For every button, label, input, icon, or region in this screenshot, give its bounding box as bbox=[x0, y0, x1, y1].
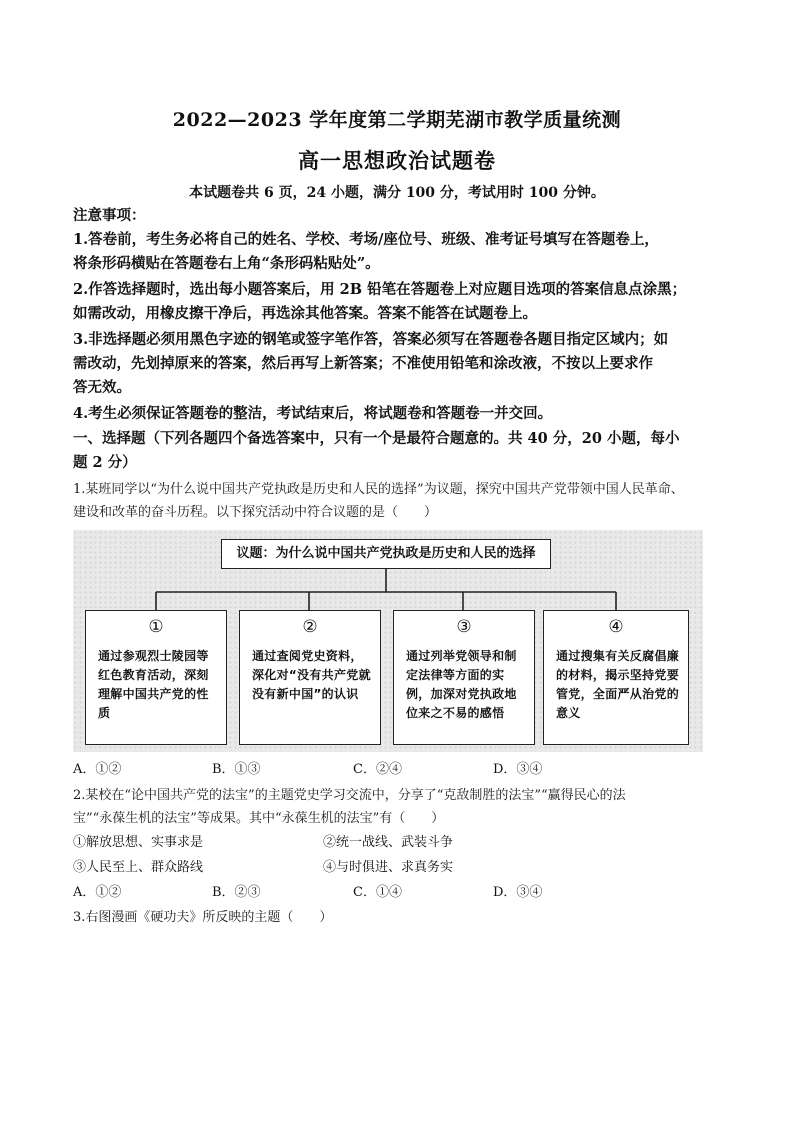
q2-option-b: B．②③ bbox=[212, 885, 261, 900]
diagram-card-1 bbox=[85, 610, 227, 745]
q1-option-b: B．①③ bbox=[212, 762, 261, 777]
question-2-stem: 2.某校在“论中国共产党的法宝”的主题党史学习交流中，分享了“克敌制胜的法宝”“赢得民心的法 bbox=[73, 788, 626, 803]
notes-heading: 注意事项： bbox=[73, 207, 146, 224]
card-number: ① bbox=[148, 617, 164, 637]
q2-option-c: C．①④ bbox=[353, 885, 402, 900]
diagram-topic: 议题：为什么说中国共产党执政是历史和人民的选择 bbox=[221, 539, 551, 569]
diagram-card-3 bbox=[393, 610, 535, 745]
card-number: ③ bbox=[456, 617, 472, 637]
exam-subtitle: 高一思想政治试题卷 bbox=[298, 148, 496, 173]
q2-item-3: ③人民至上、群众路线 bbox=[73, 860, 204, 875]
question-1-stem: 1.某班同学以“为什么说中国共产党执政是历史和人民的选择”为议题，探究中国共产党带领中国人民革命、 bbox=[73, 482, 684, 497]
section-heading: 一、选择题（下列各题四个备选答案中，只有一个是最符合题意的。共 40 分，20 小题，每小 bbox=[73, 430, 680, 447]
diagram-card-2 bbox=[239, 610, 381, 745]
exam-title: 2022—2023 学年度第二学期芜湖市教学质量统测 bbox=[172, 109, 622, 131]
note-line: 1.答卷前，考生务必将自己的姓名、学校、考场/座位号、班级、准考证号填写在答题卷上， bbox=[73, 231, 659, 248]
card-text: 通过搜集有关反腐倡廉的材料，揭示坚持党要管党，全面严从治党的意义 bbox=[556, 649, 680, 720]
section-heading-cont: 题 2 分） bbox=[73, 454, 137, 471]
note-line: 3.非选择题必须用黑色字迹的钢笔或签字笔作答，答案必须写在答题卷各题目指定区域内；如 bbox=[73, 331, 669, 348]
exam-info: 本试题卷共 6 页，24 小题，满分 100 分，考试用时 100 分钟。 bbox=[189, 185, 605, 201]
q1-option-d: D．③④ bbox=[493, 762, 543, 777]
card-text: 通过列举党领导和制定法律等方面的实例，加深对党执政地位来之不易的感悟 bbox=[406, 649, 517, 720]
q2-item-4: ④与时俱进、求真务实 bbox=[323, 860, 454, 875]
card-number: ② bbox=[302, 617, 318, 637]
note-line: 如需改动，用橡皮擦干净后，再选涂其他答案。答案不能答在试题卷上。 bbox=[73, 305, 537, 322]
q1-option-a: A．①② bbox=[73, 762, 122, 777]
q2-item-1: ①解放思想、实事求是 bbox=[73, 835, 204, 850]
note-line: 答无效。 bbox=[73, 379, 131, 396]
note-line: 将条形码横贴在答题卷右上角“条形码粘贴处”。 bbox=[73, 255, 380, 272]
question-1-stem-cont: 建设和改革的奋斗历程。以下探究活动中符合议题的是（ ） bbox=[73, 505, 438, 520]
question-1-diagram bbox=[73, 530, 703, 752]
note-line: 4.考生必须保证答题卷的整洁，考试结束后，将试题卷和答题卷一并交回。 bbox=[73, 405, 553, 422]
card-number: ④ bbox=[608, 617, 624, 637]
diagram-card-4 bbox=[543, 610, 689, 745]
card-text: 通过查阅党史资料，深化对“没有共产党就没有新中国”的认识 bbox=[252, 649, 371, 701]
note-line: 2.作答选择题时，选出每小题答案后，用 2B 铅笔在答题卷上对应题目选项的答案信息点涂黑； bbox=[73, 281, 687, 298]
q2-item-2: ②统一战线、武装斗争 bbox=[323, 835, 454, 850]
question-3-stem: 3.右图漫画《硬功夫》所反映的主题（ ） bbox=[73, 910, 333, 925]
q1-option-c: C．②④ bbox=[353, 762, 402, 777]
q2-option-a: A．①② bbox=[73, 885, 122, 900]
question-2-stem-cont: 宝”“永葆生机的法宝”等成果。其中“永葆生机的法宝”有（ ） bbox=[73, 811, 445, 826]
card-text: 通过参观烈士陵园等红色教育活动，深刻理解中国共产党的性质 bbox=[98, 649, 209, 720]
note-line: 需改动，先划掉原来的答案，然后再写上新答案；不准使用铅笔和涂改液，不按以上要求作 bbox=[73, 355, 653, 372]
q2-option-d: D．③④ bbox=[493, 885, 543, 900]
